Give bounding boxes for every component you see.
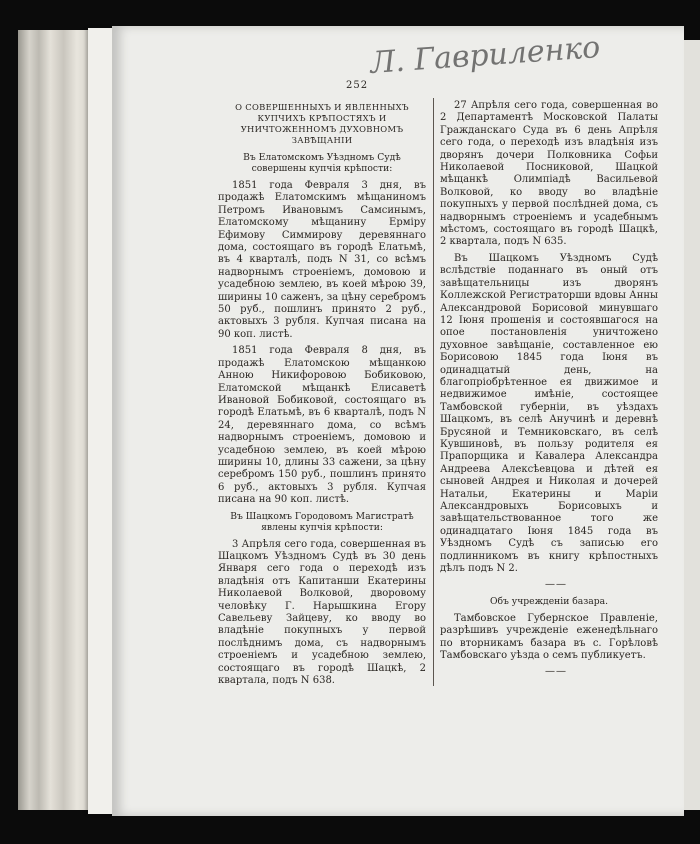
left-paragraph-1: 1851 года Февраля 3 дня, въ продажѣ Елатомскимъ мѣщаниномъ Петромъ Ивановымъ Самсинымъ, Елатомскому мѣщанину Ерміру Ефимову Симмирову деревяннаго дома, состоящаго въ городѣ Елатьмѣ, въ 4 кварталѣ, подъ N 31, со всѣмъ надворнымъ строеніемъ, домовою и усадебною землею, въ коей мѣрою 39, ширины 10 саженъ, за цѣну серебромъ 50 руб., пошлинъ принято 2 руб., актовыхъ 3 рубля. Купчая писана на 90 коп. листѣ. [218,180,427,340]
column-divider [433,98,434,686]
section1-title: Въ Елатомскомъ Уѣздномъ Судѣ совершены купчія крѣпости: [243,152,401,174]
right-paragraph-3: Тамбовское Губернское Правленіе, разрѣшивъ учрежденіе еженедѣльнаго по вторникамъ базара въ с. Горѣловѣ Тамбовскаго уѣзда о семъ публикуетъ. [440,612,658,662]
left-paragraph-2: 1851 года Февраля 8 дня, въ продажѣ Елатомскою мѣщанкою Анною Никифоровою Бобиковою, Елатомской мѣщанкѣ Елисаветѣ Ивановой Бобиковой, состоящаго въ городѣ Елатьмѣ, въ 6 кварталѣ, подъ N 24, деревяннаго дома, со всѣмъ надворнымъ строеніемъ, домовою и усадебною землею, въ коей мѣрою ширины 10, длины 33 сажени, за цѣну серебромъ 150 руб., пошлинъ принято 6 руб., актовыхъ 3 рубля. Купчая писана на 90 коп. листѣ. [218,345,426,506]
left-column [218,100,426,691]
page-number: 252 [346,80,369,91]
right-paragraph-2: Въ Шацкомъ Уѣздномъ Судѣ вслѣдствіе поданнаго въ оный отъ завѣщательницы изъ дворянъ Коллежской Регистраторши вдовы Анны Александровой Борисовой минувшаго 12 Іюня прошенія и состоявшагося на опое постановленія уничтожено духовное завѣщаніе, составленное ею Борисовою 1845 года Іюня въ одинадцатый день, на благопріобрѣтенное ея движимое и недвижимое имѣніе, состоящее Тамбовской губерніи, въ уѣздахъ Шацкомъ, въ селѣ Анучинѣ и деревнѣ Брусяной и Темниковскаго, въ селѣ Кувшиновѣ, въ пользу родителя ея Прапорщика и Кавалера Александра Андреева Алексѣевцова и дѣтей ея сыновей Андрея и Николая и дочерей Натальи, Екатерины и Маріи Александровыхъ Борисовыхъ и завѣщательствованное того же одинадцатаго Іюня 1845 года въ Уѣздномъ Судѣ съ записью его подлинникомъ въ книгу крѣпостныхъ дѣлъ подъ N 2. [440,252,658,575]
right-column [440,100,658,683]
handwritten-note: Л. Гавриленко [369,30,602,81]
right-paragraph-1: 27 Апрѣля сего года, совершенная во 2 Департаментѣ Московской Палаты Гражданскаго Суда въ 6 день Апрѣля сего года, о переходѣ изъ владѣнія изъ дворянъ дочери Полковника Софьи Николаевой Посниковой, Шацкой мѣщанкѣ Олимпіадѣ Васильевой Волковой, ко вводу во владѣніе покупныхъ у первой послѣдней дома, съ надворнымъ строеніемъ и усадебнымъ мѣстомъ, состоящаго въ городѣ Шацкѣ, 2 квартала, подъ N 635. [440,100,658,248]
separator-1: —— [545,579,567,591]
page-edge [88,28,114,814]
separator-2: —— [545,666,567,678]
left-header: О СОВЕРШЕННЫХЪ И ЯВЛЕННЫХЪ КУПЧИХЪ КРѢПОСТЯХЪ И УНИЧТОЖЕННОМЪ ДУХОВНОМЪ ЗАВѢЩАНІИ [235,102,409,145]
section2-title: Въ Шацкомъ Городовомъ Магистратѣ явлены купчія крѣпости: [230,510,414,533]
bazar-section-title: Объ учрежденіи базара. [489,595,609,607]
next-page-edge [684,40,700,810]
left-paragraph-3: 3 Апрѣля сего года, совершенная въ Шацкомъ Уѣздномъ Судѣ въ 30 день Января сего года о переходѣ изъ владѣнія отъ Капитанши Екатерины Николаевой Волковой, дворовому человѣку Г. Нарышкина Егору Савельеву Зайцеву, ко вводу во владѣніе покупныхъ у первой послѣднимъ дома, съ надворнымъ строеніемъ и усадебною землею, состоящаго въ городѣ Шацкѣ, 2 квартала, подъ N 638. [218,538,426,687]
